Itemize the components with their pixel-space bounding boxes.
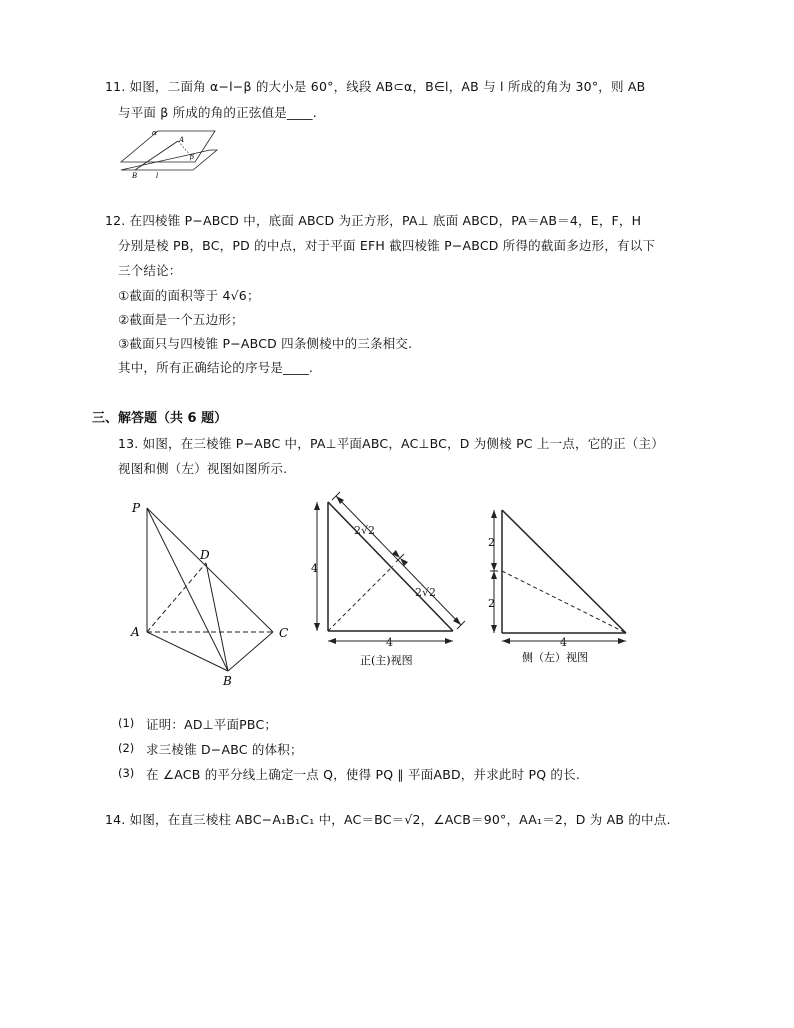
q12-conclusion-3: ③截面只与四棱锥 P−ABCD 四条侧棱中的三条相交. [118, 336, 413, 351]
tetra-label-b: B [223, 674, 232, 688]
tetra-label-d: D [200, 548, 210, 562]
q11-alpha-label: α [152, 129, 157, 137]
q13-sub-1-text: 证明：AD⊥平面PBC； [146, 717, 278, 732]
q13-line-1: 13. 如图，在三棱锥 P−ABC 中，PA⊥平面ABC，AC⊥BC，D 为侧棱 PC 上一点，它的正（主） [118, 436, 664, 451]
q12-line-1: 12. 在四棱锥 P−ABCD 中，底面 ABCD 为正方形，PA⊥ 底面 ABCD，PA＝AB＝4，E，F，H [105, 213, 642, 228]
side-top-label: 2 [488, 536, 495, 549]
front-slant-label-1: 2√2 [354, 524, 376, 537]
q11-dihedral-figure [118, 126, 218, 181]
section-heading: 三、解答题（共 6 题） [92, 411, 228, 426]
front-height-label: 4 [311, 562, 318, 575]
q13-sub-1-number: (1) [118, 716, 135, 730]
q13-sub-2-number: (2) [118, 741, 135, 755]
q13-sub-3-number: (3) [118, 766, 135, 780]
q11-point-a-label: A [179, 136, 185, 144]
q13-line-2: 视图和侧（左）视图如图所示. [118, 461, 288, 476]
q11-line-l-label: l [156, 172, 159, 180]
q12-line-4: 其中，所有正确结论的序号是____. [118, 360, 314, 375]
tetra-label-p: P [132, 501, 141, 515]
q13-front-view [305, 492, 470, 672]
front-slant-label-2: 2√2 [415, 586, 437, 599]
q13-side-view [485, 505, 635, 665]
tetra-label-a: A [131, 625, 140, 639]
tetra-label-c: C [279, 626, 289, 640]
q11-line-2: 与平面 β 所成的角的正弦值是____. [118, 105, 317, 120]
q13-sub-2-text: 求三棱锥 D−ABC 的体积； [146, 742, 303, 757]
side-view-caption: 侧（左）视图 [522, 651, 588, 664]
q12-conclusion-2: ②截面是一个五边形； [118, 312, 244, 327]
q13-tetrahedron-figure [125, 498, 300, 690]
side-bottom-label: 2 [488, 597, 495, 610]
q11-line-1: 11. 如图，二面角 α−l−β 的大小是 60°，线段 AB⊂α，B∈l，AB 与 l 所成的角为 30°，则 AB [105, 79, 646, 94]
front-view-caption: 正(主)视图 [360, 654, 413, 667]
q14-line-1: 14. 如图，在直三棱柱 ABC−A₁B₁C₁ 中，AC＝BC＝√2，∠ACB＝90°，AA₁＝2，D 为 AB 的中点. [105, 812, 671, 827]
q11-point-b-label: B [132, 172, 138, 180]
q12-line-2: 分别是棱 PB，BC，PD 的中点，对于平面 EFH 截四棱锥 P−ABCD 所得的截面多边形，有以下 [118, 238, 656, 253]
q11-beta-label: β [190, 153, 195, 161]
side-width-label: 4 [560, 636, 567, 649]
q13-sub-3-text: 在 ∠ACB 的平分线上确定一点 Q，使得 PQ ∥ 平面ABD，并求此时 PQ 的长. [146, 767, 580, 782]
q12-line-3: 三个结论： [118, 263, 182, 278]
q12-conclusion-1: ①截面的面积等于 4√6； [118, 288, 260, 303]
front-width-label: 4 [386, 636, 393, 649]
